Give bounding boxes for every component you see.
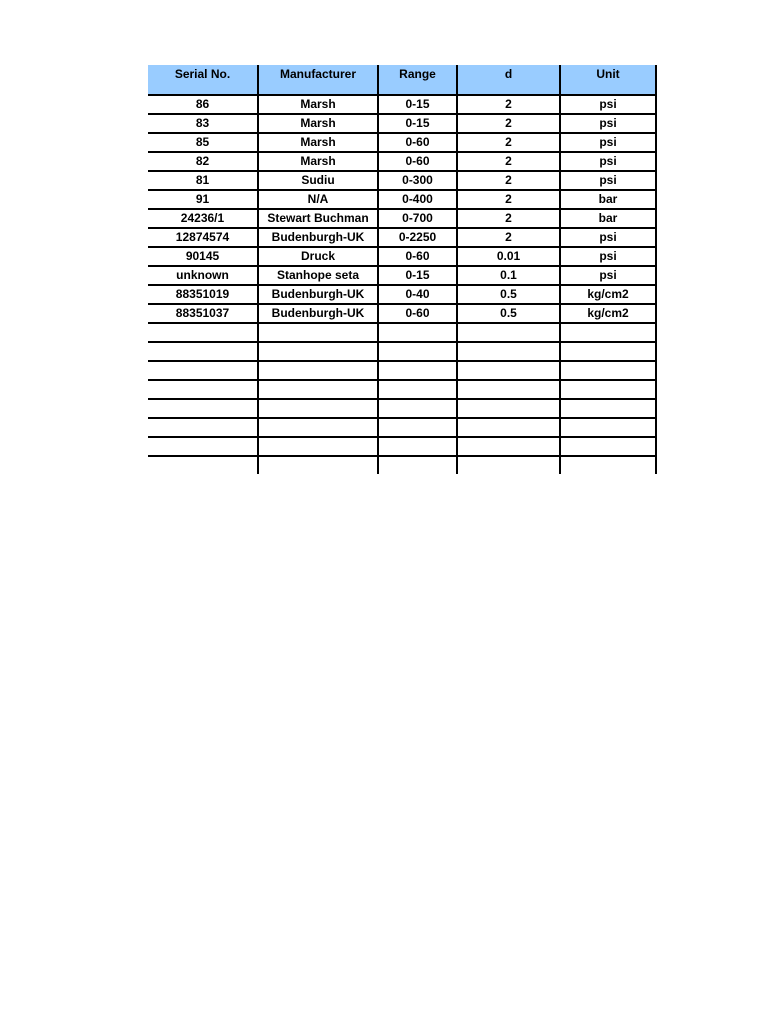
cell-unit[interactable]: psi (560, 247, 656, 266)
cell-range[interactable]: 0-60 (378, 133, 457, 152)
table-row (148, 247, 656, 266)
cell-unit[interactable] (560, 323, 656, 342)
cell-serial-no[interactable] (148, 399, 258, 418)
cell-d[interactable]: 2 (457, 190, 560, 209)
cell-manufacturer[interactable] (258, 342, 378, 361)
table-row (148, 323, 656, 342)
cell-manufacturer[interactable]: Marsh (258, 114, 378, 133)
cell-range[interactable] (378, 418, 457, 437)
table-row (148, 95, 656, 114)
cell-unit[interactable]: bar (560, 190, 656, 209)
cell-range[interactable]: 0-15 (378, 95, 457, 114)
header-serial-no[interactable]: Serial No. (148, 65, 258, 95)
cell-manufacturer[interactable]: Marsh (258, 95, 378, 114)
cell-d[interactable]: 0.1 (457, 266, 560, 285)
cell-serial-no[interactable]: 90145 (148, 247, 258, 266)
cell-serial-no[interactable]: 88351037 (148, 304, 258, 323)
cell-d[interactable]: 2 (457, 171, 560, 190)
cell-manufacturer[interactable]: Stewart Buchman (258, 209, 378, 228)
cell-manufacturer[interactable] (258, 437, 378, 456)
cell-manufacturer[interactable]: Budenburgh-UK (258, 304, 378, 323)
cell-d[interactable] (457, 323, 560, 342)
cell-serial-no[interactable]: 85 (148, 133, 258, 152)
cell-serial-no[interactable]: 24236/1 (148, 209, 258, 228)
cell-unit[interactable]: kg/cm2 (560, 304, 656, 323)
header-unit[interactable]: Unit (560, 65, 656, 95)
cell-range[interactable]: 0-700 (378, 209, 457, 228)
gauge-table (148, 65, 657, 474)
table-row (148, 399, 656, 418)
cell-unit[interactable] (560, 399, 656, 418)
cell-d[interactable] (457, 418, 560, 437)
cell-range[interactable] (378, 342, 457, 361)
table-row (148, 209, 656, 228)
cell-manufacturer[interactable]: Budenburgh-UK (258, 285, 378, 304)
cell-manufacturer[interactable] (258, 456, 378, 474)
cell-serial-no[interactable]: 12874574 (148, 228, 258, 247)
cell-serial-no[interactable] (148, 361, 258, 380)
cell-range[interactable]: 0-60 (378, 247, 457, 266)
cell-range[interactable]: 0-60 (378, 304, 457, 323)
header-range[interactable]: Range (378, 65, 457, 95)
cell-manufacturer[interactable] (258, 399, 378, 418)
cell-range[interactable]: 0-40 (378, 285, 457, 304)
cell-serial-no[interactable]: 82 (148, 152, 258, 171)
cell-manufacturer[interactable] (258, 323, 378, 342)
cell-d[interactable]: 2 (457, 95, 560, 114)
cell-d[interactable]: 2 (457, 114, 560, 133)
cell-unit[interactable]: psi (560, 152, 656, 171)
table-row (148, 266, 656, 285)
cell-serial-no[interactable]: 91 (148, 190, 258, 209)
cell-d[interactable]: 0.5 (457, 304, 560, 323)
cell-unit[interactable]: bar (560, 209, 656, 228)
cell-manufacturer[interactable] (258, 418, 378, 437)
cell-unit[interactable] (560, 456, 656, 474)
cell-unit[interactable]: psi (560, 95, 656, 114)
cell-d[interactable]: 0.01 (457, 247, 560, 266)
cell-range[interactable] (378, 323, 457, 342)
cell-unit[interactable]: psi (560, 133, 656, 152)
cell-range[interactable] (378, 437, 457, 456)
cell-d[interactable]: 2 (457, 133, 560, 152)
cell-range[interactable]: 0-400 (378, 190, 457, 209)
cell-serial-no[interactable]: 86 (148, 95, 258, 114)
cell-range[interactable]: 0-2250 (378, 228, 457, 247)
cell-d[interactable] (457, 380, 560, 399)
cell-range[interactable]: 0-15 (378, 114, 457, 133)
cell-serial-no[interactable]: 88351019 (148, 285, 258, 304)
table-row (148, 285, 656, 304)
cell-serial-no[interactable] (148, 342, 258, 361)
cell-unit[interactable] (560, 342, 656, 361)
cell-range[interactable]: 0-15 (378, 266, 457, 285)
header-manufacturer[interactable]: Manufacturer (258, 65, 378, 95)
table-row (148, 190, 656, 209)
table-row (148, 171, 656, 190)
cell-range[interactable] (378, 399, 457, 418)
cell-manufacturer[interactable]: N/A (258, 190, 378, 209)
table-row (148, 152, 656, 171)
table-row (148, 456, 656, 474)
cell-range[interactable] (378, 456, 457, 474)
cell-manufacturer[interactable] (258, 361, 378, 380)
cell-unit[interactable] (560, 361, 656, 380)
cell-serial-no[interactable] (148, 456, 258, 474)
cell-serial-no[interactable] (148, 323, 258, 342)
table-row (148, 114, 656, 133)
table-row (148, 437, 656, 456)
table-body (148, 95, 656, 474)
cell-d[interactable]: 2 (457, 152, 560, 171)
table-row (148, 361, 656, 380)
cell-manufacturer[interactable]: Budenburgh-UK (258, 228, 378, 247)
spreadsheet-page (148, 65, 656, 474)
cell-serial-no[interactable] (148, 437, 258, 456)
cell-unit[interactable] (560, 437, 656, 456)
table-row (148, 342, 656, 361)
cell-manufacturer[interactable]: Druck (258, 247, 378, 266)
table-row (148, 228, 656, 247)
cell-range[interactable] (378, 380, 457, 399)
cell-unit[interactable]: psi (560, 266, 656, 285)
cell-unit[interactable] (560, 380, 656, 399)
cell-range[interactable]: 0-300 (378, 171, 457, 190)
cell-unit[interactable] (560, 418, 656, 437)
cell-manufacturer[interactable] (258, 380, 378, 399)
cell-unit[interactable]: psi (560, 228, 656, 247)
cell-range[interactable]: 0-60 (378, 152, 457, 171)
cell-serial-no[interactable]: 81 (148, 171, 258, 190)
cell-serial-no[interactable] (148, 380, 258, 399)
cell-range[interactable] (378, 361, 457, 380)
cell-unit[interactable]: kg/cm2 (560, 285, 656, 304)
cell-unit[interactable]: psi (560, 114, 656, 133)
table-row (148, 380, 656, 399)
table-row (148, 418, 656, 437)
cell-serial-no[interactable] (148, 418, 258, 437)
cell-d[interactable]: 2 (457, 209, 560, 228)
table-header-row (148, 65, 656, 95)
cell-d[interactable] (457, 399, 560, 418)
header-d[interactable]: d (457, 65, 560, 95)
cell-serial-no[interactable]: 83 (148, 114, 258, 133)
cell-serial-no[interactable]: unknown (148, 266, 258, 285)
table-row (148, 304, 656, 323)
cell-manufacturer[interactable]: Marsh (258, 133, 378, 152)
cell-d[interactable]: 0.5 (457, 285, 560, 304)
table-row (148, 133, 656, 152)
cell-d[interactable] (457, 456, 560, 474)
cell-manufacturer[interactable]: Sudiu (258, 171, 378, 190)
cell-d[interactable] (457, 437, 560, 456)
cell-manufacturer[interactable]: Stanhope seta (258, 266, 378, 285)
cell-manufacturer[interactable]: Marsh (258, 152, 378, 171)
cell-unit[interactable]: psi (560, 171, 656, 190)
cell-d[interactable]: 2 (457, 228, 560, 247)
cell-d[interactable] (457, 342, 560, 361)
cell-d[interactable] (457, 361, 560, 380)
